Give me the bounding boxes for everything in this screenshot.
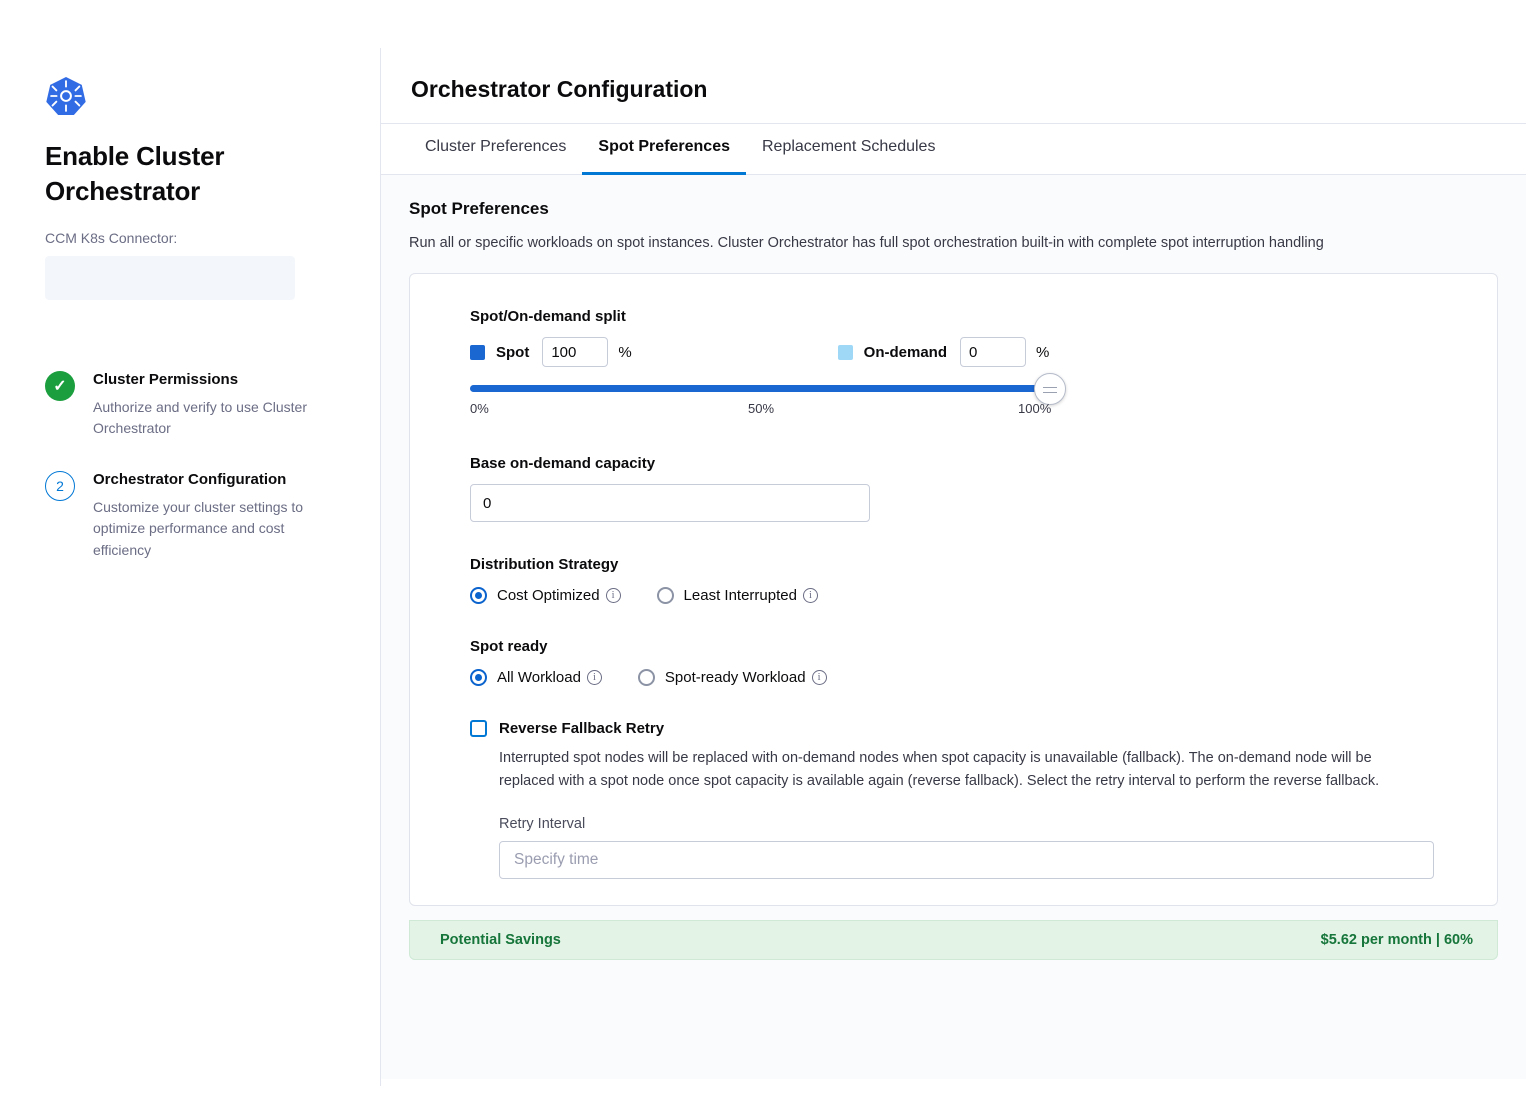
spot-ready-label: Spot ready — [470, 638, 548, 655]
main-header — [381, 48, 1526, 124]
main-panel — [380, 48, 1526, 1086]
section-title: Spot Preferences — [409, 199, 549, 218]
main-title: Orchestrator Configuration — [411, 76, 708, 102]
spot-ready-block — [470, 638, 1467, 686]
tab-bar — [381, 124, 1526, 175]
radio-spot-ready-workload[interactable] — [638, 669, 827, 686]
radio-all-workload[interactable] — [470, 669, 602, 686]
spot-color-swatch — [470, 345, 485, 360]
slider-track — [470, 385, 1050, 392]
base-capacity-block — [470, 455, 1467, 522]
info-icon[interactable]: i — [606, 588, 621, 603]
potential-savings-bar — [409, 920, 1498, 960]
spot-preferences-card-wrap — [409, 273, 1498, 960]
connector-label: CCM K8s Connector: — [45, 230, 178, 247]
reverse-fallback-checkbox[interactable] — [470, 720, 487, 737]
radio-label: All Workload — [497, 669, 581, 686]
radio-icon[interactable] — [470, 669, 487, 686]
radio-icon[interactable] — [470, 587, 487, 604]
reverse-fallback-retry-row[interactable] — [470, 720, 1467, 737]
retry-interval-input[interactable] — [499, 841, 1434, 879]
step-list — [45, 370, 332, 561]
check-icon: ✓ — [45, 371, 75, 401]
distribution-strategy-block — [470, 556, 1467, 604]
step-marker — [45, 470, 79, 562]
split-label: Spot/On-demand split — [470, 308, 626, 325]
radio-label: Cost Optimized — [497, 587, 600, 604]
connector-select[interactable] — [45, 256, 295, 300]
radio-least-interrupted[interactable] — [657, 587, 818, 604]
potential-savings-value: $5.62 per month | 60% — [1320, 931, 1473, 948]
ondemand-color-swatch — [838, 345, 853, 360]
tab-cluster-preferences[interactable]: Cluster Preferences — [425, 138, 567, 155]
tab-replacement-schedules[interactable]: Replacement Schedules — [762, 138, 936, 155]
page-title: Enable Cluster Orchestrator — [45, 141, 225, 206]
slider-fill — [470, 385, 1050, 392]
base-capacity-input[interactable] — [470, 484, 870, 522]
step-title: Cluster Permissions — [93, 371, 239, 389]
section-description: Run all or specific workloads on spot instances. Cluster Orchestrator has full spot orchestration built-in with complete spot interruption handling — [409, 235, 1324, 251]
spot-label: Spot — [496, 343, 530, 361]
radio-cost-optimized[interactable] — [470, 587, 621, 604]
sidebar-step-orchestrator-configuration[interactable] — [45, 470, 332, 562]
tab-content — [381, 175, 1526, 1079]
step-desc: Customize your cluster settings to optimize performance and cost efficiency — [93, 498, 304, 558]
retry-interval-label: Retry Interval — [499, 815, 586, 832]
split-row — [470, 337, 1467, 367]
base-capacity-label: Base on-demand capacity — [470, 455, 656, 472]
step-marker — [45, 370, 79, 440]
info-icon[interactable]: i — [587, 670, 602, 685]
distribution-strategy-label: Distribution Strategy — [470, 556, 619, 573]
slider-ticks — [470, 401, 1050, 421]
radio-label: Least Interrupted — [683, 587, 797, 604]
ondemand-percent-unit: % — [1036, 343, 1050, 361]
ondemand-percent-input[interactable] — [960, 337, 1026, 367]
reverse-fallback-description: Interrupted spot nodes will be replaced with on-demand nodes when spot capacity is unavailable (fallback). The on-demand node will be replaced with a spot node once spot capacity is available again (reverse fallback). Select the retry interval to perform the reverse fallback. — [499, 750, 1380, 790]
radio-label: Spot-ready Workload — [664, 669, 806, 686]
sidebar-step-cluster-permissions[interactable] — [45, 370, 332, 440]
spot-percent-unit: % — [618, 343, 632, 361]
card-inner — [440, 308, 1467, 879]
step-desc: Authorize and verify to use Cluster Orchestrator — [93, 398, 307, 437]
step-title: Orchestrator Configuration — [93, 471, 287, 489]
step-body — [79, 470, 329, 562]
tab-spot-preferences[interactable]: Spot Preferences — [582, 124, 746, 175]
step-number: 2 — [45, 471, 75, 501]
slider-tick-0: 0% — [470, 401, 489, 416]
slider-tick-100: 100% — [1018, 401, 1052, 416]
step-body — [79, 370, 329, 440]
spot-percent-input[interactable] — [542, 337, 608, 367]
sidebar — [0, 0, 380, 1094]
info-icon[interactable]: i — [803, 588, 818, 603]
info-icon[interactable]: i — [812, 670, 827, 685]
potential-savings-label: Potential Savings — [440, 931, 561, 948]
spot-preferences-card — [409, 273, 1498, 906]
slider-tick-50: 50% — [748, 401, 775, 416]
reverse-fallback-label: Reverse Fallback Retry — [499, 720, 665, 737]
radio-icon[interactable] — [638, 669, 655, 686]
kubernetes-icon — [45, 75, 87, 117]
spot-ready-options — [470, 669, 1467, 686]
ondemand-label: On-demand — [863, 343, 948, 361]
spot-split-slider[interactable] — [470, 385, 1050, 421]
slider-thumb[interactable] — [1034, 373, 1066, 405]
distribution-strategy-options — [470, 587, 1467, 604]
radio-icon[interactable] — [657, 587, 674, 604]
